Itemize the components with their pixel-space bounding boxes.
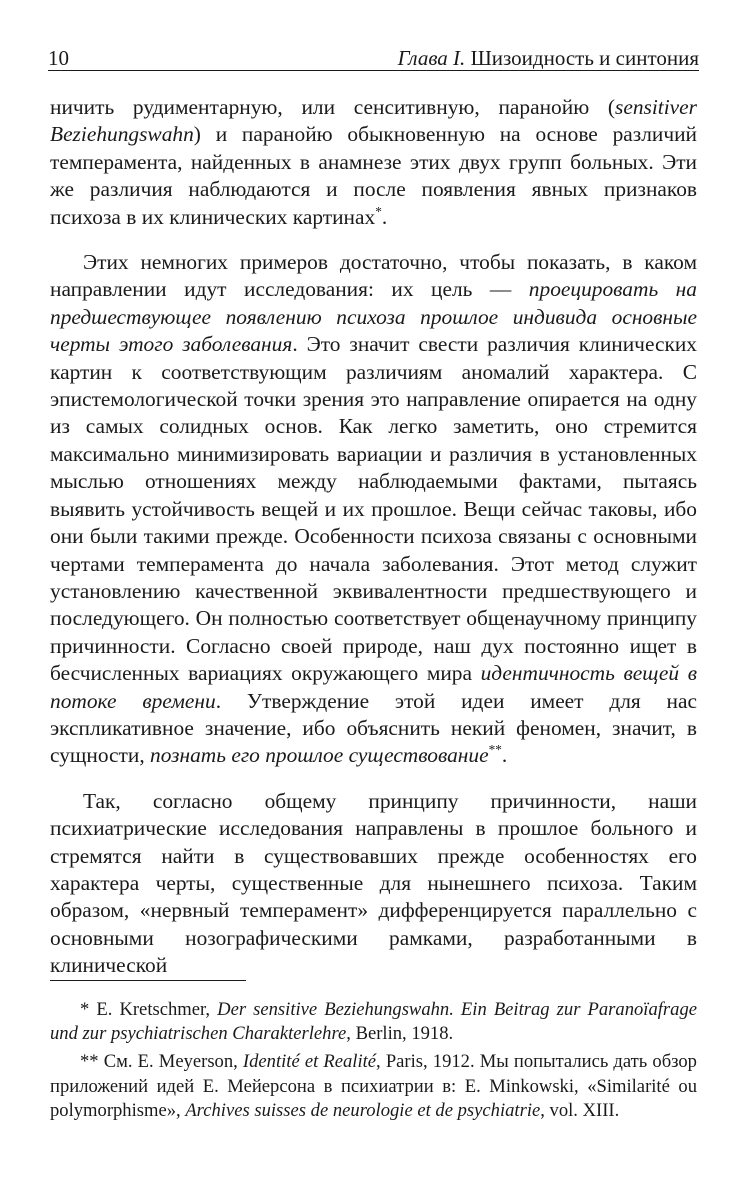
footnote-marker-2: ** xyxy=(488,742,502,758)
footnote-marker-1: * xyxy=(375,203,382,219)
page-number: 10 xyxy=(48,46,69,70)
italic-emphasis: идентичность вещей в потоке времени xyxy=(50,661,697,713)
italic-title: Archives suisses de neurologie et de psychiatrie xyxy=(185,1099,541,1121)
text-run: E. Kretschmer, xyxy=(89,999,218,1020)
footnote-1 xyxy=(50,998,697,1046)
text-run: . xyxy=(381,204,388,229)
footnote-mark: * xyxy=(80,999,90,1020)
text-run: ) и паранойю обыкновенную на основе различий темперамента, найденных в анамнезе этих двух групп больных. Эти же различия наблюдаются и после появления явных признаков психоза в их клинических картинах xyxy=(50,122,697,229)
italic-title: Identité et Realité xyxy=(242,1051,377,1073)
text-run: . xyxy=(501,743,508,768)
footnote-mark: ** xyxy=(80,1051,99,1073)
body-text xyxy=(50,94,697,998)
footnote-rule xyxy=(50,980,246,981)
italic-emphasis: проецировать на предшествующее появлению психоза прошлое индивида основные черты этого заболевания xyxy=(50,277,697,357)
paragraph-3 xyxy=(50,788,697,980)
text-run: . Утверждение этой идеи имеет для нас экспликативное значение, ибо объяснить некий феномен, значит, в сущности, xyxy=(50,688,697,768)
italic-title: Der sensitive Beziehungswahn. Ein Beitrag zur Paranoïafrage und zur psychiatrischen Charakterlehre xyxy=(50,999,697,1045)
italic-emphasis: познать его прошлое существование xyxy=(150,743,489,768)
running-head xyxy=(398,46,699,71)
running-header xyxy=(48,40,699,71)
footnotes xyxy=(50,998,697,1127)
chapter-label: Глава I. xyxy=(397,46,466,70)
text-run: Так, согласно общему принципу причинности, наши психиатрические исследования направлены в прошлое больного и стремятся найти в существовавших прежде особенностях его характера черты, существенные для нынешнего психоза. Таким образом, «нервный темперамент» дифференцируется параллельно с основными нозографическими рамками, разработанными в клинической xyxy=(50,788,697,978)
footnote-2 xyxy=(50,1050,697,1123)
text-run: Этих немногих примеров достаточно, чтобы показать, в каком направлении идут исследования: их цель — xyxy=(50,250,697,302)
text-run: , Berlin, 1918. xyxy=(346,1023,454,1045)
text-run: , vol. XIII. xyxy=(540,1099,620,1121)
chapter-title: Шизоидность и синтония xyxy=(465,46,699,70)
text-run: . Это значит свести различия клинических картин к соответствующим различиям аномалий характера. С эпистемологической точки зрения это направление опирается на одну из самых солидных основ. Как легко заметить, оно стремится максимально минимизировать вариации и различия в установленных мыслью отношениях между наблюдаемыми фактами, пытаясь выявить устойчивость вещей и их прошлое. Вещи сейчас таковы, ибо они были такими прежде. Особенности психоза связаны с основными чертами темперамента до начала заболевания. Этот метод служит установлению качественной эквивалентности предшествующего и последующего. Он полностью соответствует общенаучному принципу причинности. Согласно своей природе, наш дух постоянно ищет в бесчисленных вариациях окружающего мира xyxy=(50,332,697,686)
italic-term: sensitiver Beziehungswahn xyxy=(50,95,697,147)
text-run: , Paris, 1912. Мы попытались дать обзор приложений идей Е. Мейерсона в психиатрии в: E. Minkowski, «Similarité ou polymorphisme», xyxy=(50,1051,697,1121)
paragraph-2 xyxy=(50,249,697,770)
text-run: ничить рудиментарную, или сенситивную, паранойю ( xyxy=(50,95,616,119)
paragraph-1 xyxy=(50,94,697,231)
text-run: См. E. Meyerson, xyxy=(98,1051,243,1073)
